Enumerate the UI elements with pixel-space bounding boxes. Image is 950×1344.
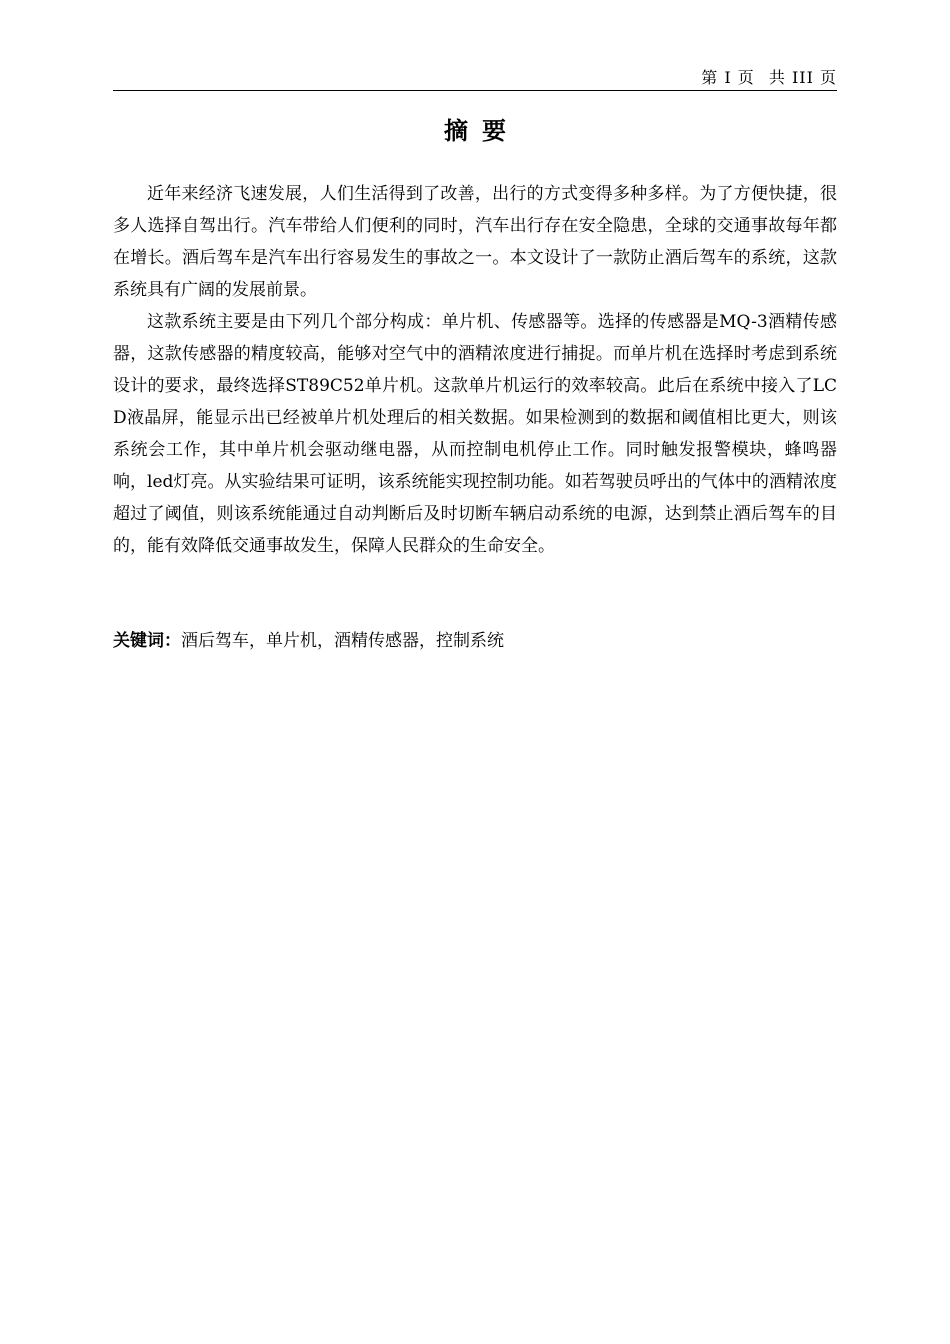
keywords-label: 关键词： (113, 631, 181, 651)
abstract-paragraph-1: 近年来经济飞速发展，人们生活得到了改善，出行的方式变得多种多样。为了方便快捷，很多人选择自驾出行。汽车带给人们便利的同时，汽车出行存在安全隐患，全球的交通事故每年都在增长。酒后驾车是汽车出行容易发生的事故之一。本文设计了一款防止酒后驾车的系统，这款系统具有广阔的发展前景。 (113, 184, 837, 300)
keywords-value: 酒后驾车，单片机，酒精传感器，控制系统 (181, 631, 504, 651)
keywords-line (113, 626, 837, 656)
abstract-title: 摘要 (444, 117, 520, 145)
abstract-paragraph-2: 这款系统主要是由下列几个部分构成：单片机、传感器等。选择的传感器是MQ-3酒精传感器，这款传感器的精度较高，能够对空气中的酒精浓度进行捕捉。而单片机在选择时考虑到系统设计的要求，最终选择ST89C52单片机。这款单片机运行的效率较高。此后在系统中接入了LCD液晶屏，能显示出已经被单片机处理后的相关数据。如果检测到的数据和阈值相比更大，则该系统会工作，其中单片机会驱动继电器，从而控制电机停止工作。同时触发报警模块，蜂鸣器响，led灯亮。从实验结果可证明，该系统能实现控制功能。如若驾驶员呼出的气体中的酒精浓度超过了阈值，则该系统能通过自动判断后及时切断车辆启动系统的电源，达到禁止酒后驾车的目的，能有效降低交通事故发生，保障人民群众的生命安全。 (113, 312, 837, 556)
header-rule (113, 90, 837, 91)
total-pages: 共 III 页 (768, 68, 837, 87)
page-header (693, 68, 837, 88)
page-number: 第 I 页 (701, 68, 755, 87)
abstract-body (113, 178, 837, 562)
